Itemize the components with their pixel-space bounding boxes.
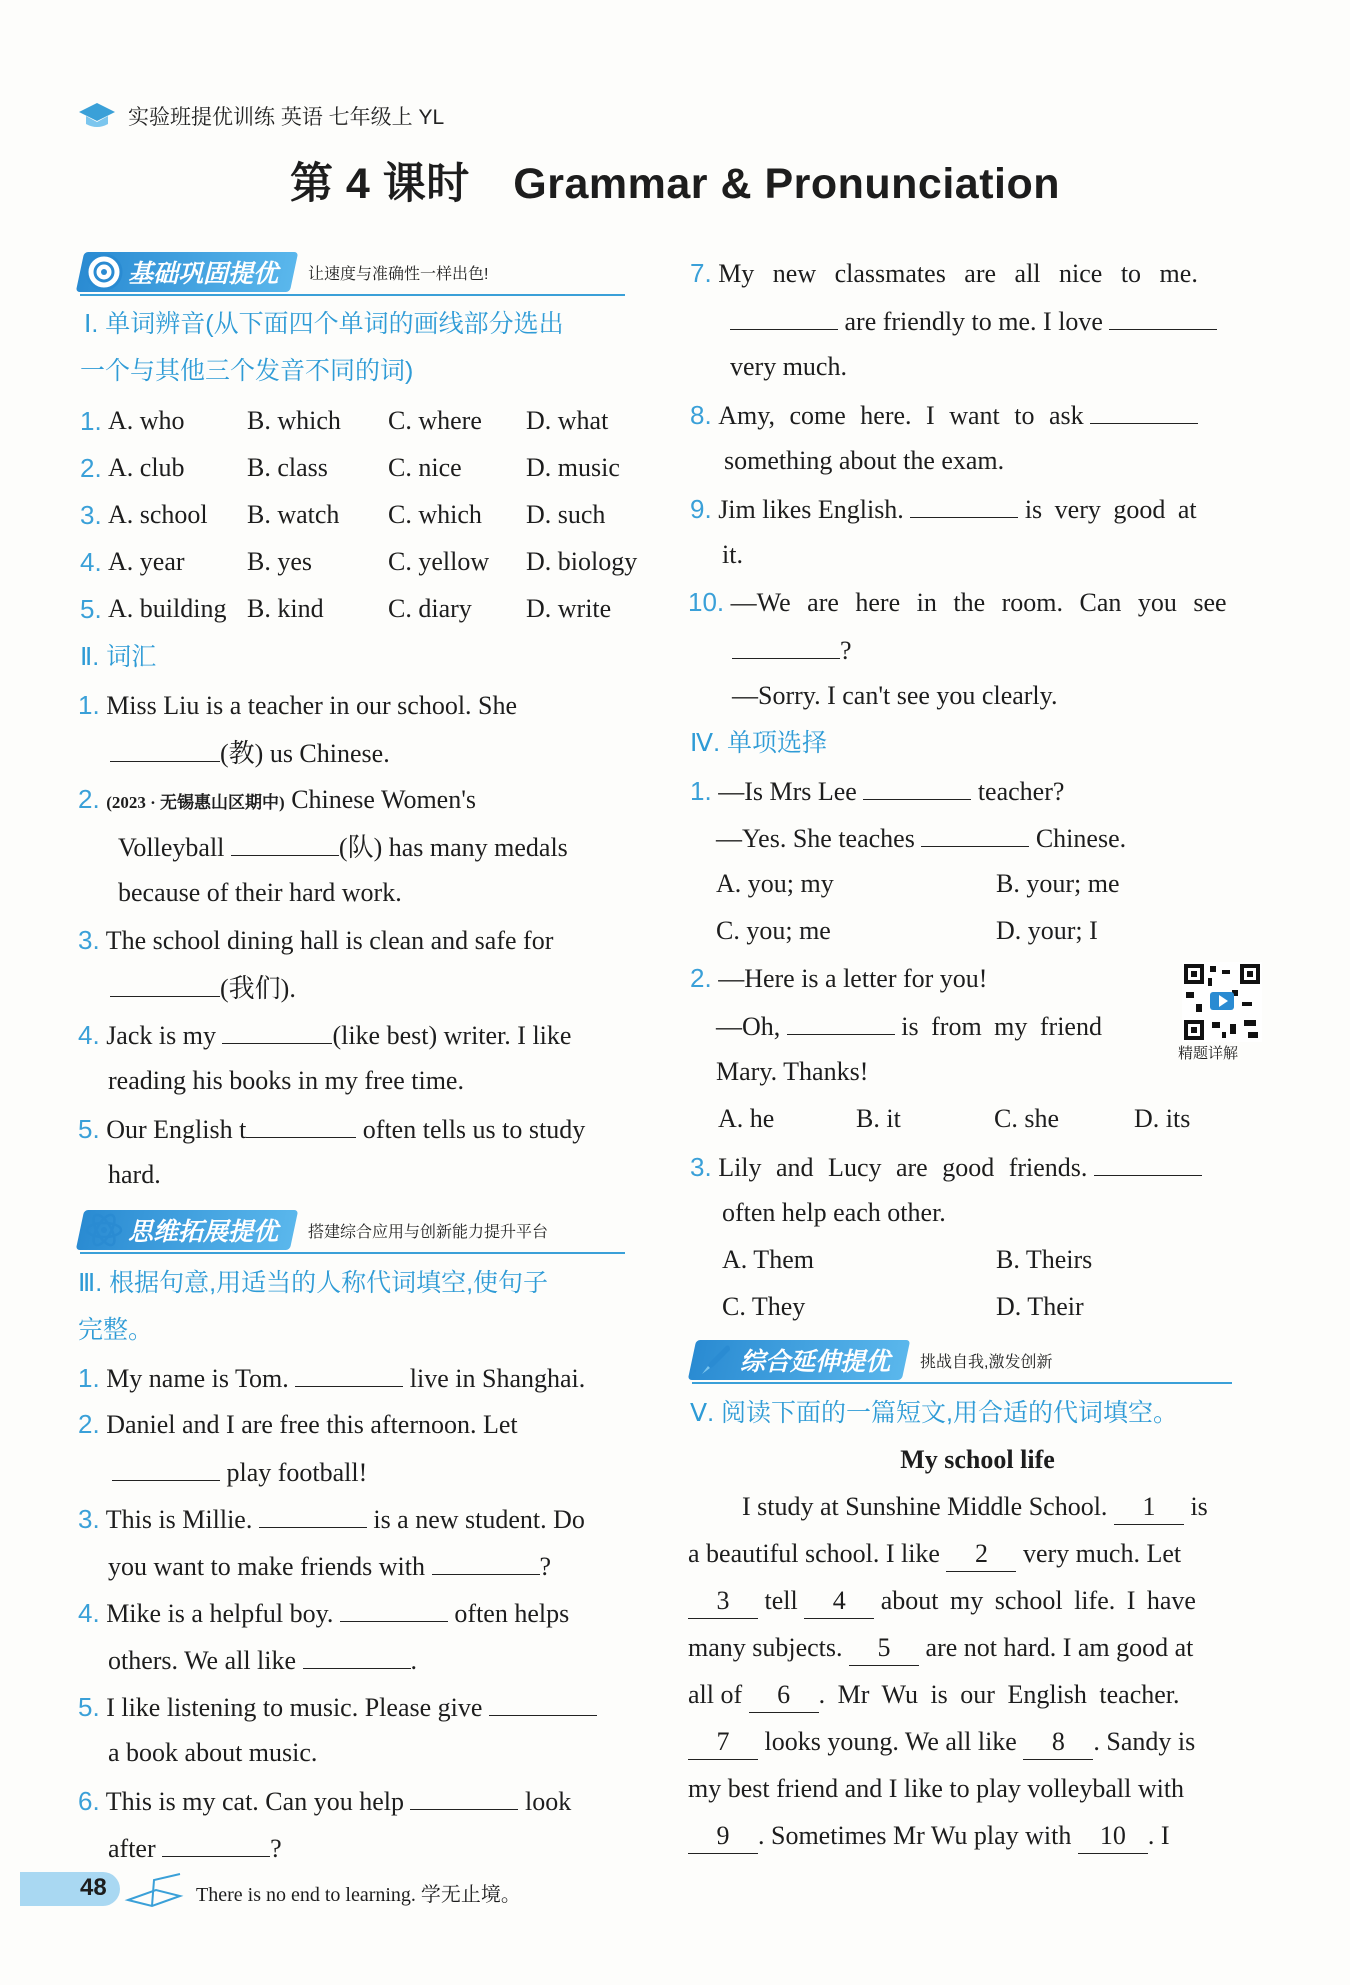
- mc-q2-reply: —Oh, is from my friend: [716, 1008, 1102, 1044]
- vocab-q10-reply: —Sorry. I can't see you clearly.: [732, 681, 1058, 710]
- numbered-blank[interactable]: 2: [946, 1537, 1016, 1572]
- banner-basic: [80, 250, 625, 294]
- passage-title: My school life: [900, 1445, 1055, 1474]
- book-series-title: 实验班提优训练 英语 七年级上 YL: [128, 106, 445, 129]
- banner-label: 思维拓展提优: [128, 1218, 279, 1246]
- book-header: [78, 96, 444, 136]
- pronoun-q1: 1. My name is Tom. live in Shanghai.: [78, 1360, 585, 1396]
- section-5-title: Ⅴ. 阅读下面的一篇短文,用合适的代词填空。: [690, 1399, 1178, 1427]
- vocab-q4-cont: reading his books in my free time.: [108, 1066, 464, 1095]
- mc-option[interactable]: D. your; I: [996, 916, 1098, 945]
- option-a: A. year: [108, 547, 185, 576]
- book-icon: [124, 1870, 184, 1910]
- mc-option[interactable]: C. you; me: [716, 916, 831, 945]
- mc-q2-end: Mary. Thanks!: [716, 1057, 869, 1086]
- answer-blank[interactable]: [231, 829, 339, 856]
- pronoun-q4: 4. Mike is a helpful boy. often helps: [78, 1595, 569, 1631]
- vocab-q8: 8. Amy, come here. I want to ask: [690, 397, 1198, 433]
- mc-option[interactable]: C. she: [994, 1104, 1059, 1133]
- option-d: D. music: [526, 453, 620, 482]
- option-c: C. diary: [388, 594, 472, 623]
- mc-option[interactable]: A. you; my: [716, 869, 834, 898]
- pronoun-q5: 5. I like listening to music. Please give: [78, 1689, 597, 1725]
- numbered-blank[interactable]: 3: [688, 1584, 758, 1619]
- option-a: A. who: [108, 406, 185, 435]
- graduation-cap-icon: [78, 101, 116, 131]
- option-c: C. where: [388, 406, 482, 435]
- answer-blank[interactable]: [110, 735, 220, 762]
- banner-label: 基础巩固提优: [128, 260, 279, 288]
- option-b: B. class: [247, 453, 328, 482]
- passage-line: all of 6 . Mr Wu is our English teacher.: [688, 1678, 1180, 1713]
- passage-line: I study at Sunshine Middle School. 1 is: [742, 1490, 1208, 1525]
- mc-option[interactable]: B. Theirs: [996, 1245, 1093, 1274]
- option-b: B. which: [247, 406, 341, 435]
- answer-blank[interactable]: [910, 491, 1018, 518]
- pronoun-q5-cont: a book about music.: [108, 1738, 318, 1767]
- answer-blank[interactable]: [246, 1111, 356, 1138]
- pronoun-q2-cont: play football!: [112, 1454, 367, 1490]
- list-item: 2.: [80, 453, 102, 483]
- option-b: B. watch: [247, 500, 340, 529]
- passage-line: 3 tell 4 about my school life. I have: [688, 1584, 1196, 1619]
- section-1-title-cont: 一个与其他三个发音不同的词): [80, 357, 414, 385]
- passage-line: my best friend and I like to play volleyball with: [688, 1774, 1185, 1803]
- option-c: C. nice: [388, 453, 462, 482]
- answer-blank[interactable]: [340, 1595, 448, 1622]
- pronoun-q4-cont: others. We all like .: [108, 1642, 417, 1678]
- pronoun-q6-cont: after ?: [108, 1830, 282, 1866]
- option-c: C. yellow: [388, 547, 490, 576]
- target-icon: [84, 252, 124, 292]
- mc-q3-cont: often help each other.: [722, 1198, 946, 1227]
- mc-q1-reply: —Yes. She teaches Chinese.: [716, 820, 1126, 856]
- answer-blank[interactable]: [732, 632, 840, 659]
- numbered-blank[interactable]: 5: [849, 1631, 919, 1666]
- numbered-blank[interactable]: 8: [1023, 1725, 1093, 1760]
- vocab-q9-cont: it.: [722, 540, 743, 569]
- option-b: B. yes: [247, 547, 312, 576]
- mc-option[interactable]: C. They: [722, 1292, 806, 1321]
- numbered-blank[interactable]: 9: [688, 1819, 758, 1854]
- option-d: D. such: [526, 500, 606, 529]
- mc-option[interactable]: D. Their: [996, 1292, 1084, 1321]
- numbered-blank[interactable]: 6: [749, 1678, 819, 1713]
- passage-line: a beautiful school. I like 2 very much. Let: [688, 1537, 1181, 1572]
- answer-blank[interactable]: [410, 1783, 518, 1810]
- numbered-blank[interactable]: 4: [804, 1584, 874, 1619]
- answer-blank[interactable]: [162, 1830, 270, 1857]
- mc-option[interactable]: D. its: [1134, 1104, 1191, 1133]
- option-c: C. which: [388, 500, 482, 529]
- answer-blank[interactable]: [730, 303, 838, 330]
- pronoun-q3: 3. This is Millie. is a new student. Do: [78, 1501, 585, 1537]
- answer-blank[interactable]: [259, 1501, 367, 1528]
- answer-blank[interactable]: [222, 1017, 332, 1044]
- mc-q1: 1. —Is Mrs Lee teacher?: [690, 773, 1064, 809]
- answer-blank[interactable]: [863, 773, 971, 800]
- vocab-q7-cont: are friendly to me. I love: [730, 303, 1217, 339]
- option-b: B. kind: [247, 594, 324, 623]
- answer-blank[interactable]: [295, 1360, 403, 1387]
- answer-blank[interactable]: [787, 1008, 895, 1035]
- passage-line: many subjects. 5 are not hard. I am good at: [688, 1631, 1193, 1666]
- atom-icon: [84, 1210, 124, 1250]
- option-a: A. school: [108, 500, 208, 529]
- pronoun-q2: 2. Daniel and I are free this afternoon. Let: [78, 1409, 518, 1439]
- answer-blank[interactable]: [921, 820, 1029, 847]
- vocab-q5: 5. Our English t often tells us to study: [78, 1111, 585, 1147]
- vocab-q7: 7. My new classmates are all nice to me.: [690, 258, 1198, 288]
- vocab-q10: 10. —We are here in the room. Can you see: [688, 587, 1227, 617]
- source-tag: (2023 · 无锡惠山区期中): [106, 793, 285, 812]
- page-footer: [20, 1868, 540, 1912]
- vocab-q9: 9. Jim likes English. is very good at: [690, 491, 1197, 527]
- vocab-q2: 2. (2023 · 无锡惠山区期中) Chinese Women's: [78, 784, 477, 814]
- banner-label: 综合延伸提优: [740, 1348, 891, 1376]
- vocab-q2-end: because of their hard work.: [118, 878, 402, 907]
- answer-blank[interactable]: [1109, 303, 1217, 330]
- vocab-q7-end: very much.: [730, 352, 847, 381]
- mc-option[interactable]: A. he: [718, 1104, 775, 1133]
- passage-line: 9 . Sometimes Mr Wu play with 10 . I: [688, 1819, 1170, 1854]
- pronoun-q6: 6. This is my cat. Can you help look: [78, 1783, 571, 1819]
- vocab-q5-cont: hard.: [108, 1160, 161, 1189]
- answer-blank[interactable]: [303, 1642, 411, 1669]
- option-d: D. write: [526, 594, 612, 623]
- vocab-q4: 4. Jack is my (like best) writer. I like: [78, 1017, 571, 1053]
- banner-comprehensive: [692, 1338, 1232, 1382]
- list-item: 5.: [80, 594, 102, 624]
- answer-blank[interactable]: [1094, 1149, 1202, 1176]
- banner-subtitle: 挑战自我,激发创新: [920, 1353, 1053, 1371]
- banner-subtitle: 搭建综合应用与创新能力提升平台: [308, 1223, 549, 1241]
- section-2-title: Ⅱ. 词汇: [80, 643, 157, 671]
- option-a: A. club: [108, 453, 185, 482]
- list-item: 3.: [80, 500, 102, 530]
- mc-q2: 2. —Here is a letter for you!: [690, 963, 988, 993]
- mc-q3: 3. Lily and Lucy are good friends.: [690, 1149, 1202, 1185]
- section-3-title: Ⅲ. 根据句意,用适当的人称代词填空,使句子: [78, 1269, 549, 1297]
- vocab-q2-cont: Volleyball (队) has many medals: [118, 829, 568, 865]
- page-title: 第 4 课时 Grammar & Pronunciation: [289, 160, 1061, 208]
- answer-blank[interactable]: [432, 1548, 540, 1575]
- qr-code-icon[interactable]: [1182, 962, 1262, 1042]
- vocab-q1-cont: (教) us Chinese.: [110, 735, 390, 771]
- page-number: 48: [80, 1874, 107, 1901]
- banner-subtitle: 让速度与准确性一样出色!: [308, 265, 489, 283]
- mc-option[interactable]: B. it: [856, 1104, 901, 1133]
- passage-line: 7 looks young. We all like 8 . Sandy is: [688, 1725, 1195, 1760]
- footer-motto: There is no end to learning. 学无止境。: [196, 1884, 521, 1906]
- numbered-blank[interactable]: 10: [1078, 1819, 1148, 1854]
- option-d: D. biology: [526, 547, 638, 576]
- answer-blank[interactable]: [1090, 397, 1198, 424]
- section-4-title: Ⅳ. 单项选择: [690, 729, 827, 757]
- banner-extension: [80, 1208, 625, 1252]
- answer-blank[interactable]: [489, 1689, 597, 1716]
- list-item: 4.: [80, 547, 102, 577]
- option-a: A. building: [108, 594, 227, 623]
- option-d: D. what: [526, 406, 609, 435]
- qr-label: 精题详解: [1178, 1045, 1239, 1062]
- section-3-title-cont: 完整。: [78, 1316, 154, 1344]
- mc-option[interactable]: B. your; me: [996, 869, 1120, 898]
- vocab-q8-cont: something about the exam.: [724, 446, 1005, 475]
- rocket-icon: [696, 1340, 736, 1380]
- mc-option[interactable]: A. Them: [722, 1245, 814, 1274]
- vocab-q10-cont: ?: [732, 632, 852, 668]
- numbered-blank[interactable]: 7: [688, 1725, 758, 1760]
- numbered-blank[interactable]: 1: [1114, 1490, 1184, 1525]
- answer-blank[interactable]: [110, 970, 220, 997]
- answer-blank[interactable]: [112, 1454, 220, 1481]
- section-1-title: Ⅰ. 单词辨音(从下面四个单词的画线部分选出: [84, 310, 564, 338]
- vocab-q1: 1. Miss Liu is a teacher in our school. She: [78, 690, 518, 720]
- pronoun-q3-cont: you want to make friends with ?: [108, 1548, 551, 1584]
- vocab-q3: 3. The school dining hall is clean and safe for: [78, 925, 554, 955]
- list-item: 1.: [80, 406, 102, 436]
- vocab-q3-cont: (我们).: [110, 970, 296, 1006]
